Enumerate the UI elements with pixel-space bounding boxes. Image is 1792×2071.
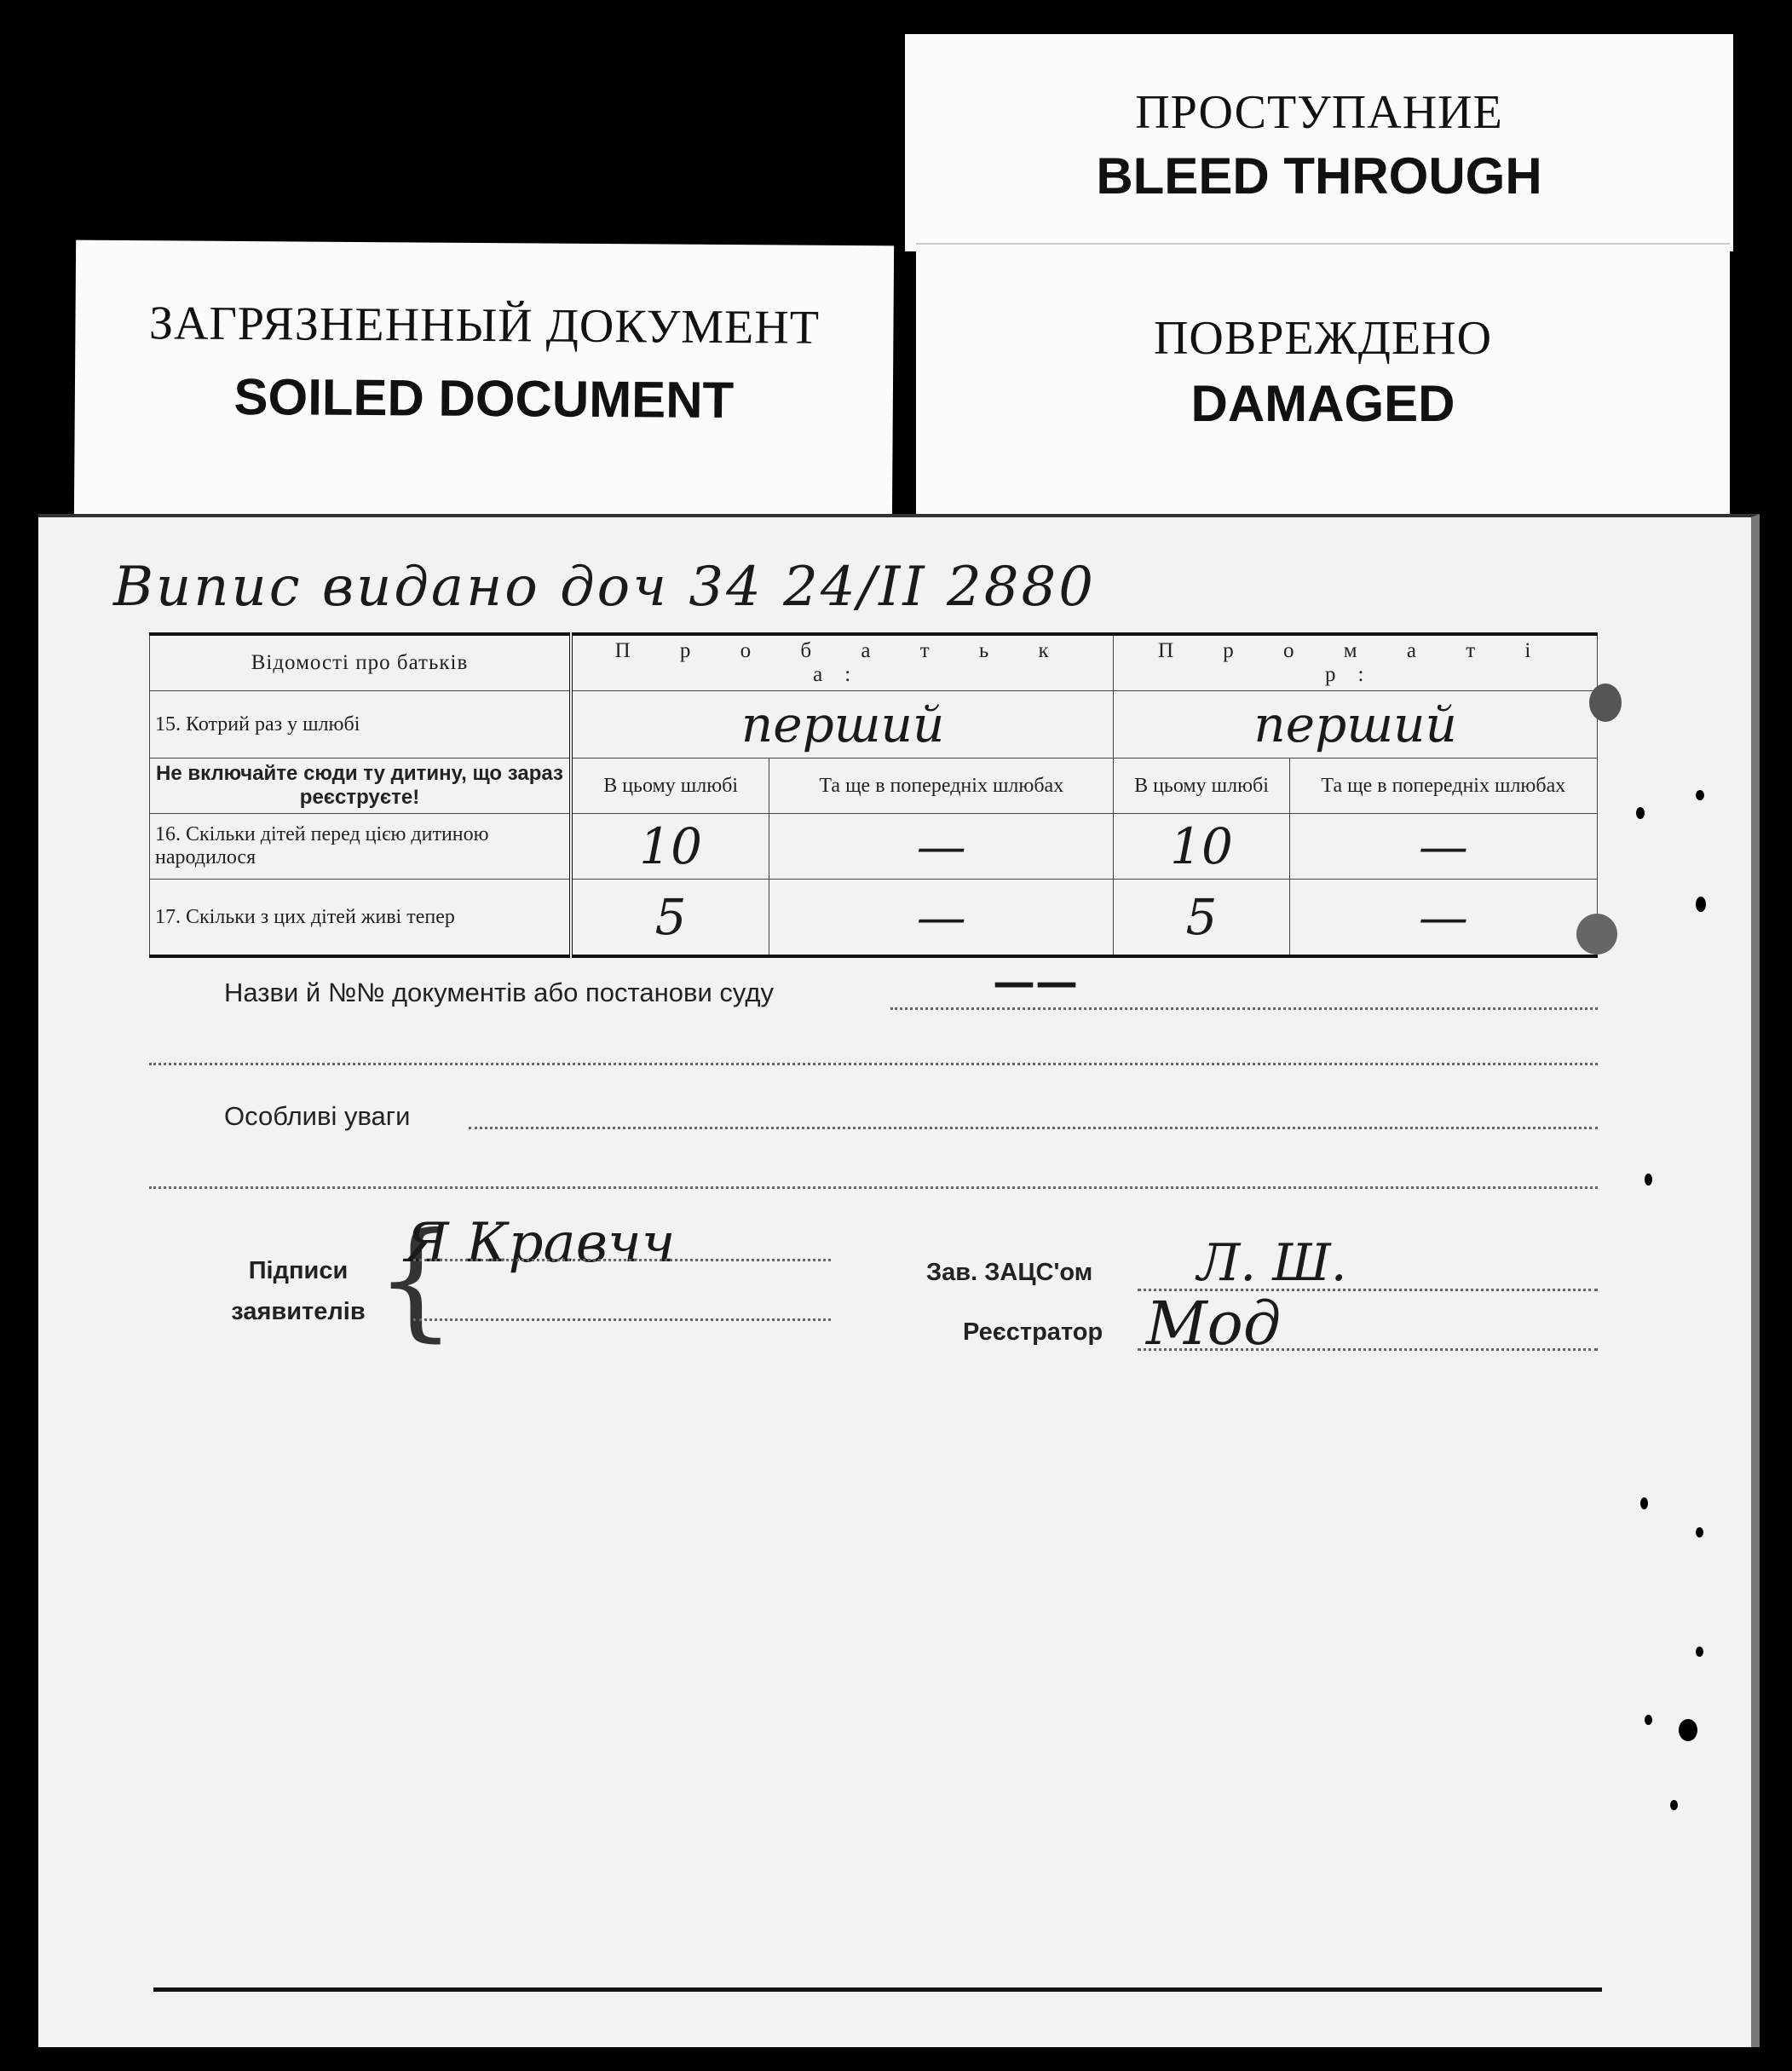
binding-hole: [1645, 1174, 1652, 1185]
notes-dotted-line: [469, 1127, 1598, 1129]
binding-hole: [1589, 684, 1622, 722]
documents-dotted-line: [890, 1007, 1598, 1010]
note-exclude-child: Не включайте сюди ту дитину, що зараз реєструєте!: [150, 759, 572, 814]
head-of-registry-signature: Л. Ш.: [1197, 1233, 1347, 1293]
registrar-label: Реєстратор: [963, 1318, 1103, 1346]
binding-hole: [1640, 1497, 1648, 1509]
handwritten-header: Випис видано доч 34 24/II 2880: [113, 556, 1096, 619]
applicant-sig-line-1: [413, 1259, 831, 1261]
registrar-signature: Мод: [1146, 1289, 1282, 1359]
row17-father-this: 5: [571, 880, 769, 957]
soiled-label-en: SOILED DOCUMENT: [233, 367, 735, 430]
bleed-label-en: BLEED THROUGH: [1096, 147, 1542, 205]
binding-hole: [1696, 1647, 1703, 1657]
binding-hole: [1679, 1719, 1697, 1741]
documents-dotted-line-2: [149, 1063, 1598, 1065]
damaged-label-en: DAMAGED: [1190, 375, 1455, 432]
applicants-signatures-label: Підписи заявителів: [231, 1257, 366, 1325]
father-previous-header: Та ще в попередніх шлюбах: [769, 759, 1114, 814]
head-of-registry-label: Зав. ЗАЦС'ом: [926, 1259, 1093, 1286]
applicant-sig-line-2: [413, 1318, 831, 1321]
binding-hole: [1636, 807, 1645, 819]
row15-father-value: перший: [571, 691, 1114, 759]
row17-mother-prev: —: [1289, 880, 1597, 957]
notes-field-label: Особливі уваги: [224, 1101, 411, 1131]
documents-field-label: Назви й №№ документів або постанови суду: [224, 978, 774, 1007]
parents-info-table: [149, 632, 1598, 958]
bleed-label-ru: ПРОСТУПАНИЕ: [1135, 86, 1503, 139]
bleed-through-label: [905, 34, 1733, 251]
row16-father-this: 10: [571, 814, 769, 880]
binding-hole: [1696, 897, 1706, 912]
binding-hole: [1645, 1715, 1652, 1725]
header-about-mother: П р о м а т і р:: [1114, 634, 1598, 691]
applicant-signature: Я Кравчч: [405, 1212, 676, 1275]
row16-label: 16. Скільки дітей перед цією дитиною народилося: [150, 814, 572, 880]
header-about-father: П р о б а т ь к а:: [571, 634, 1114, 691]
notes-dotted-line-2: [149, 1186, 1598, 1189]
row16-mother-this: 10: [1114, 814, 1289, 880]
binding-hole: [1670, 1800, 1678, 1810]
table-row: [150, 691, 1598, 759]
binding-hole: [1576, 914, 1617, 955]
mother-this-marriage-header: В цьому шлюбі: [1114, 759, 1289, 814]
header-parents-info: Відомості про батьків: [150, 634, 572, 691]
table-subheader-row: [150, 759, 1598, 814]
binding-hole: [1696, 790, 1704, 800]
row15-mother-value: перший: [1114, 691, 1598, 759]
damaged-label-ru: ПОВРЕЖДЕНО: [1153, 312, 1493, 365]
table-row: [150, 880, 1598, 957]
table-row: [150, 814, 1598, 880]
brace: {: [375, 1206, 457, 1354]
row17-mother-this: 5: [1114, 880, 1289, 957]
row15-label: 15. Котрий раз у шлюбі: [150, 691, 572, 759]
binding-hole: [1696, 1527, 1703, 1537]
soiled-document-label: [74, 240, 894, 528]
documents-field-value: ——: [993, 956, 1078, 1007]
damaged-label: [916, 243, 1730, 526]
registrar-sig-line: [1138, 1348, 1598, 1351]
document-page: [38, 514, 1760, 2047]
row17-label: 17. Скільки з цих дітей живі тепер: [150, 880, 572, 957]
mother-previous-header: Та ще в попередніх шлюбах: [1289, 759, 1597, 814]
table-header-row: [150, 634, 1598, 691]
father-this-marriage-header: В цьому шлюбі: [571, 759, 769, 814]
row17-father-prev: —: [769, 880, 1114, 957]
row16-mother-prev: —: [1289, 814, 1597, 880]
bottom-rule: [153, 1987, 1602, 1992]
soiled-label-ru: ЗАГРЯЗНЕННЫЙ ДОКУМЕНТ: [148, 297, 821, 355]
row16-father-prev: —: [769, 814, 1114, 880]
